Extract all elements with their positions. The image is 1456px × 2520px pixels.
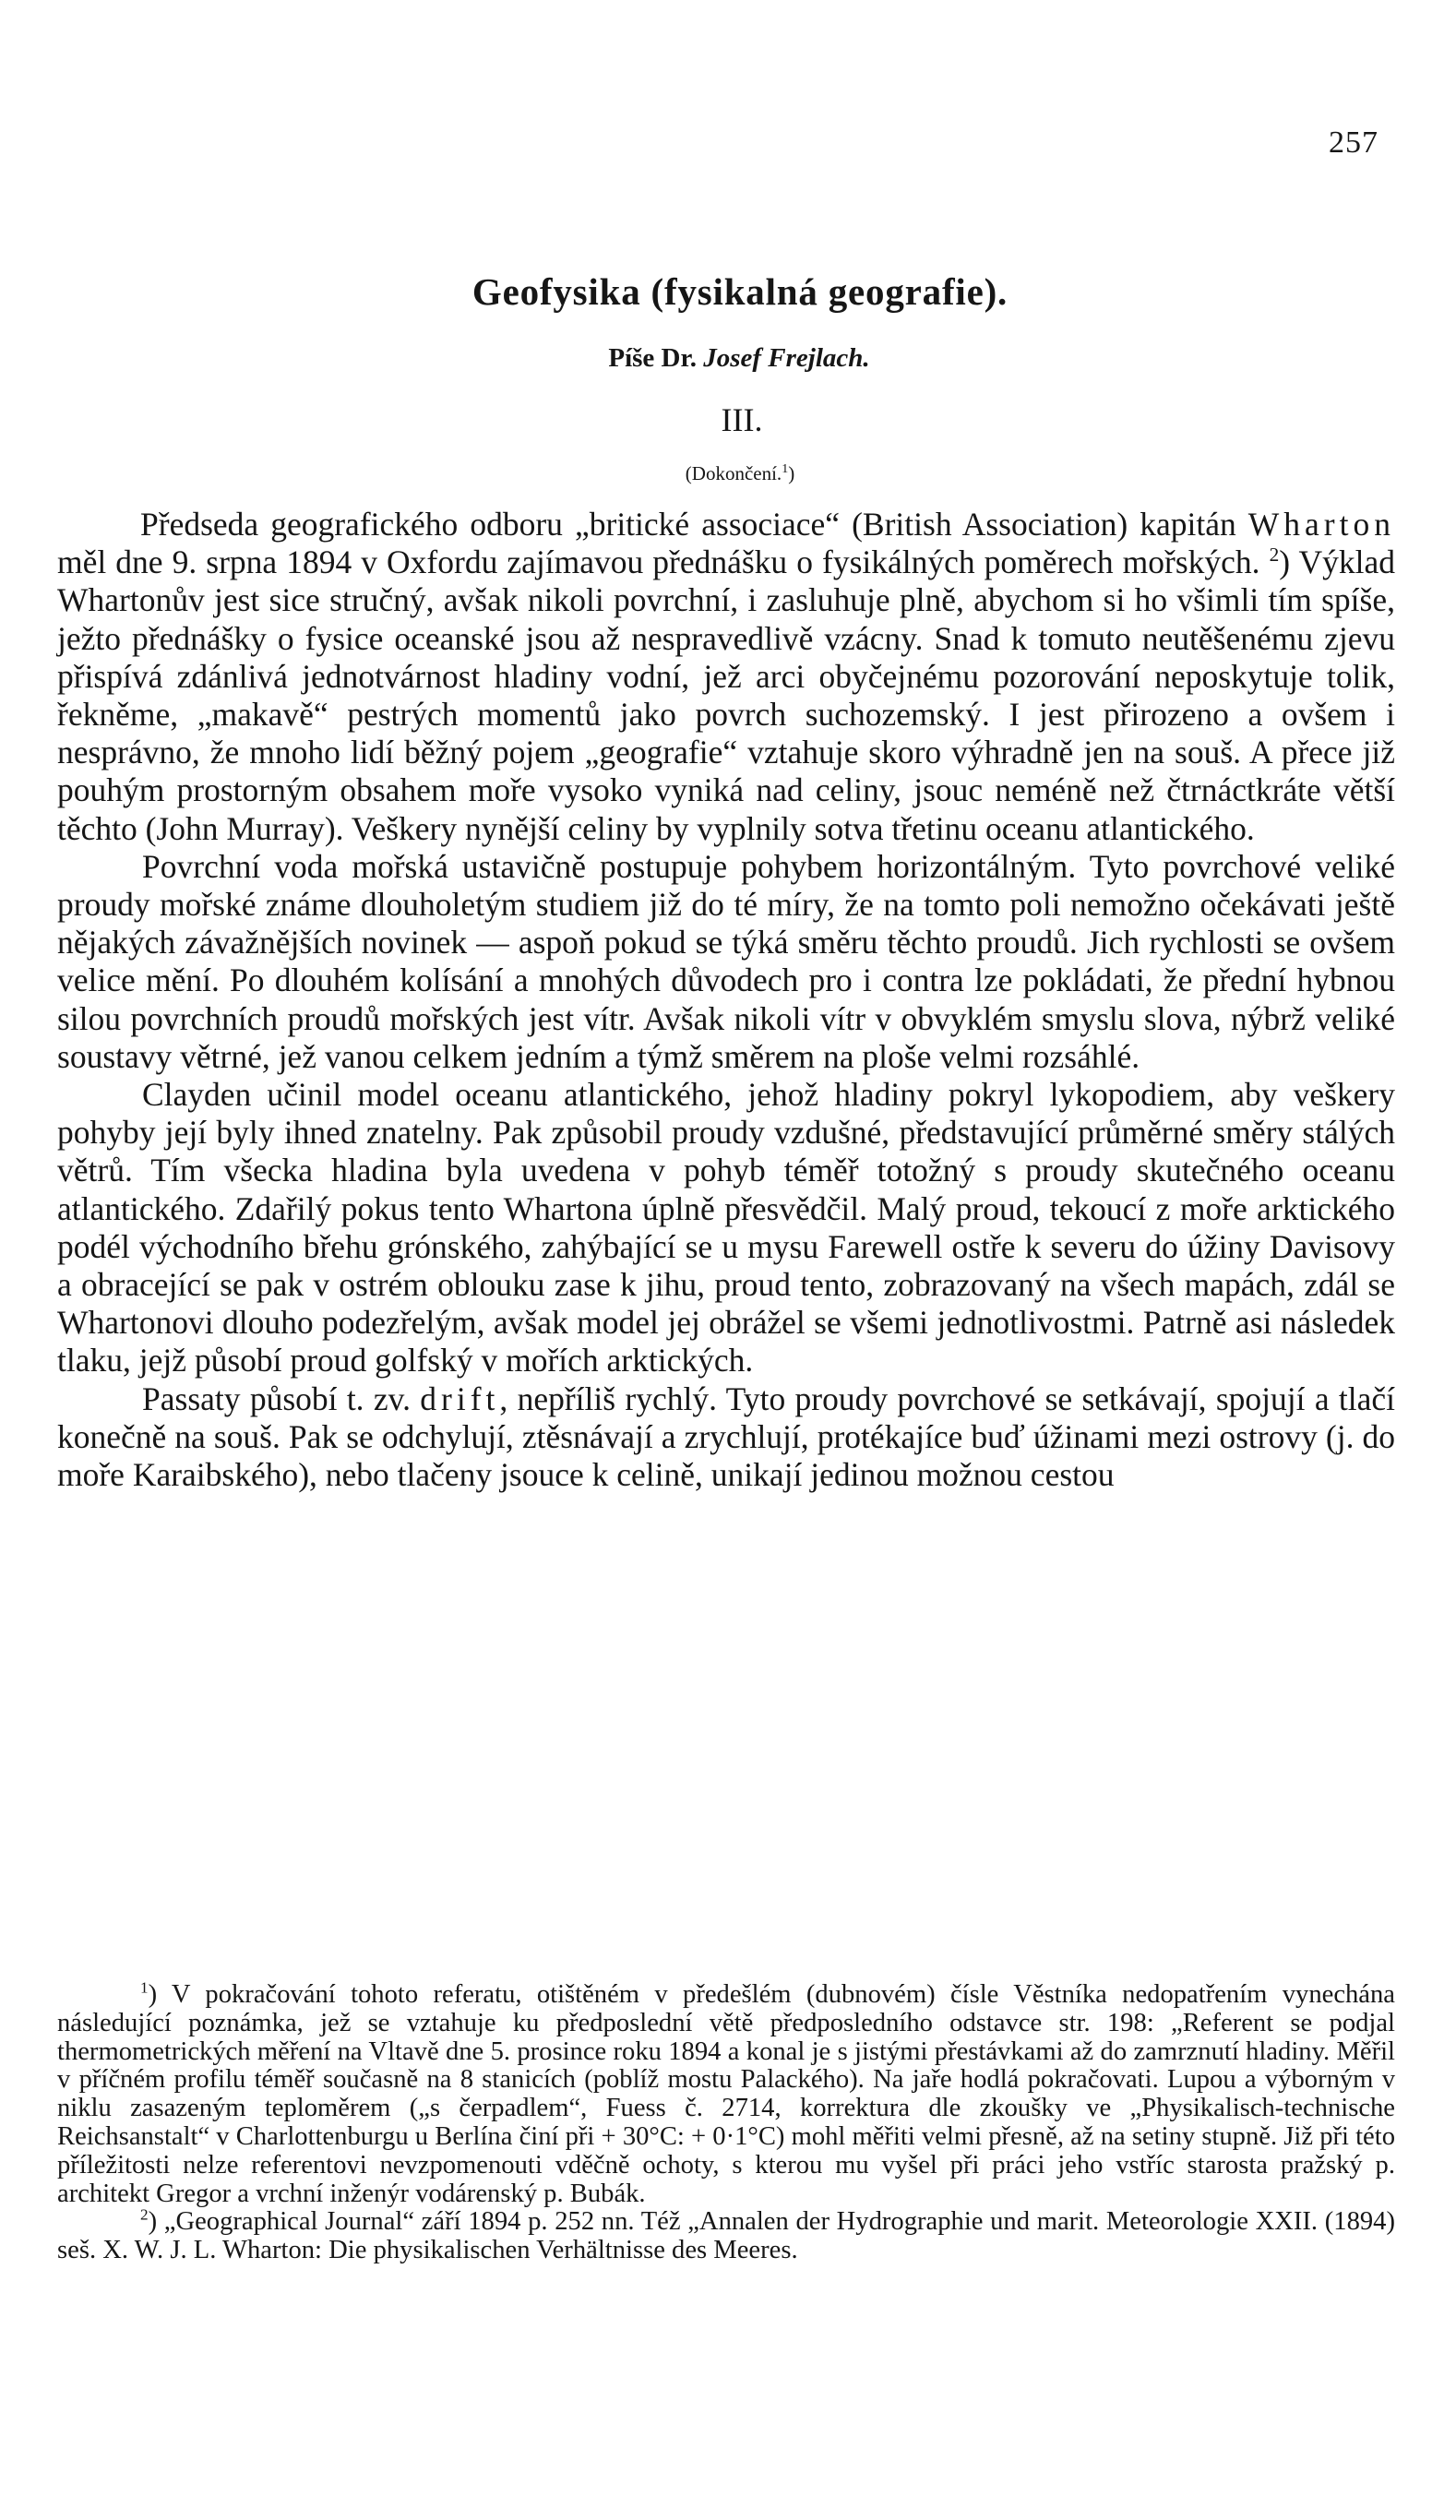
paragraph-4-text-a: Passaty působí t. zv. [142,1379,421,1417]
spaced-term-drift: drift [420,1379,500,1417]
paragraph-1 [57,506,1395,848]
article-body [57,506,1395,1494]
paragraph-3: Clayden učinil model oceanu atlantického, jehož hladiny pokryl lykopodiem, aby veškery pohyby její byly ihned znatelny. Pak způsobil proudy vzdušné, představující průměrné směry stálých větrů. Tím všecka hladina byla uvedena v pohyb téměř totožný s proudy skutečného oceanu atlantického. Zdařilý pokus tento Whartona úplně přesvědčil. Malý proud, tekoucí z moře arktického podél východního břehu grónského, zahýbající se u mysu Farewell ostře k severu do úžiny Davisovy a obracející se pak v ostrém oblouku zase k jihu, proud tento, zobrazovaný na všech mapách, zdál se Whartonovi dlouho podezřelým, avšak model jej obrážel se všemi jednotlivostmi. Patrně asi následek tlaku, jejž působí proud golfský v mořích arktických. [57,1076,1395,1379]
spaced-name-wharton: Wharton [1247,506,1395,543]
author-prefix: Píše Dr. [608,343,697,373]
footnote-ref-1: 1 [782,462,789,476]
paragraph-4-text-b: , nepříliš rychlý. Tyto proudy povrchové se setkávají, spojují a tlačí konečně na souš. Pak se odchylují, ztěsnávají a zrychlují, protékajíce buď úžinami mezi ostrovy (j. do moře Karaibského), nebo tlačeny jsouce k celině, unikají jedinou možnou cestou [57,1379,1395,1494]
paragraph-1-text-c: ) Výklad Whartonův jest sice stručný, avšak nikoli povrchní, i zasluhuje plně, abychom si ho všimli tím spíše, ježto přednášky o fysice oceanské jsou až nespravedlivě vzácny. Snad k tomuto neutěšenému zjevu přispívá zdánlivá jednotvárnost hladiny vodní, jež arci obyčejnému pozorování neposkytuje tolik, řekněme, „makavě“ pestrých momentů jako povrch suchozemský. I jest přirozeno a ovšem i nesprávno, že mnoho lidí běžný pojem „geografie“ vztahuje skoro výhradně jen na souš. A přece již pouhým prostorným obsahem moře vysoko vyniká nad celiny, jsouc neméně než čtrnáctkráte větší těchto (John Murray). Veškery nynější celiny by vyplnily sotva třetinu oceanu atlantického. [57,543,1395,847]
paragraph-1-text-a: Předseda geografického odboru „britické associace“ (British Association) kapitán [140,506,1248,543]
footnote-1-mark: 1 [140,1978,149,1997]
author-name: Josef Frejlach. [703,343,870,373]
footnote-2-text: ) „Geographical Journal“ září 1894 p. 252 nn. Též „Annalen der Hydrographie und marit. Meteorologie XXII. (1894) seš. X. W. J. L. Wharton: Die physikalischen Verhältnisse des Meeres. [57,2207,1395,2265]
author-line [0,343,1456,374]
footnotes [57,1978,1395,2265]
paragraph-2: Povrchní voda mořská ustavičně postupuje pohybem horizontálným. Tyto povrchové veliké proudy mořské známe dlouholetým studiem již do té míry, že na tomto poli nemožno očekávati ještě nějakých závažnějších novinek — aspoň pokud se týká směru těchto proudů. Jich rychlosti se ovšem velice mění. Po dlouhém kolísání a mnohých důvodech pro i contra lze pokládati, že přední hybnou silou povrchních proudů mořských jest vítr. Avšak nikoli vítr v obvyklém smyslu slova, nýbrž veliké soustavy větrné, jež vanou celkem jedním a týmž směrem na ploše velmi rozsáhlé. [57,847,1395,1075]
footnote-ref-2: 2 [1269,543,1280,567]
article-title: Geofysika (fysikalná geografie). [471,270,1008,313]
page-number: 257 [1329,125,1378,160]
concluded-close: ) [788,462,795,484]
part-number: III. [721,401,763,438]
concluded-note [0,462,1456,485]
footnote-2-mark: 2 [140,2205,149,2224]
footnote-2 [57,2205,1395,2265]
paragraph-4 [57,1380,1395,1495]
concluded-label: (Dokončení. [685,462,782,484]
footnote-1 [57,1978,1395,2208]
paragraph-1-text-b: měl dne 9. srpna 1894 v Oxfordu zajímavou přednášku o fysikálných poměrech mořských. [57,543,1270,581]
footnote-1-text: ) V pokračování tohoto referatu, otištěném v předešlém (dubnovém) čísle Věstníka nedopatřením vynechána následující poznámka, jež se vztahuje ku předposlední větě předposledního odstavce str. 198: „Referent se podjal thermometrických měření na Vltavě dne 5. prosince roku 1894 a konal je s jistými přestávkami až do zamrznutí hladiny. Měřil v příčném profilu téměř současně na 8 stanicích (poblíž mostu Palackého). Na jaře hodlá pokračovati. Lupou a výborným v niklu zasazeným teploměrem („s čerpadlem“, Fuess č. 2714, korrektura dle zkoušky ve „Physikalisch-technische Reichsanstalt“ v Charlottenburgu u Berlína činí při + 30°C: + 0·1°C) mohl měřiti velmi přesně, až na setiny stupně. Již při této příležitosti nelze referentovi nevzpomenouti vděčně ochoty, s kterou mu vyšel při práci jeho vstříc starosta pražský p. architekt Gregor a vrchní inženýr vodárenský p. Bubák. [57,1980,1395,2208]
